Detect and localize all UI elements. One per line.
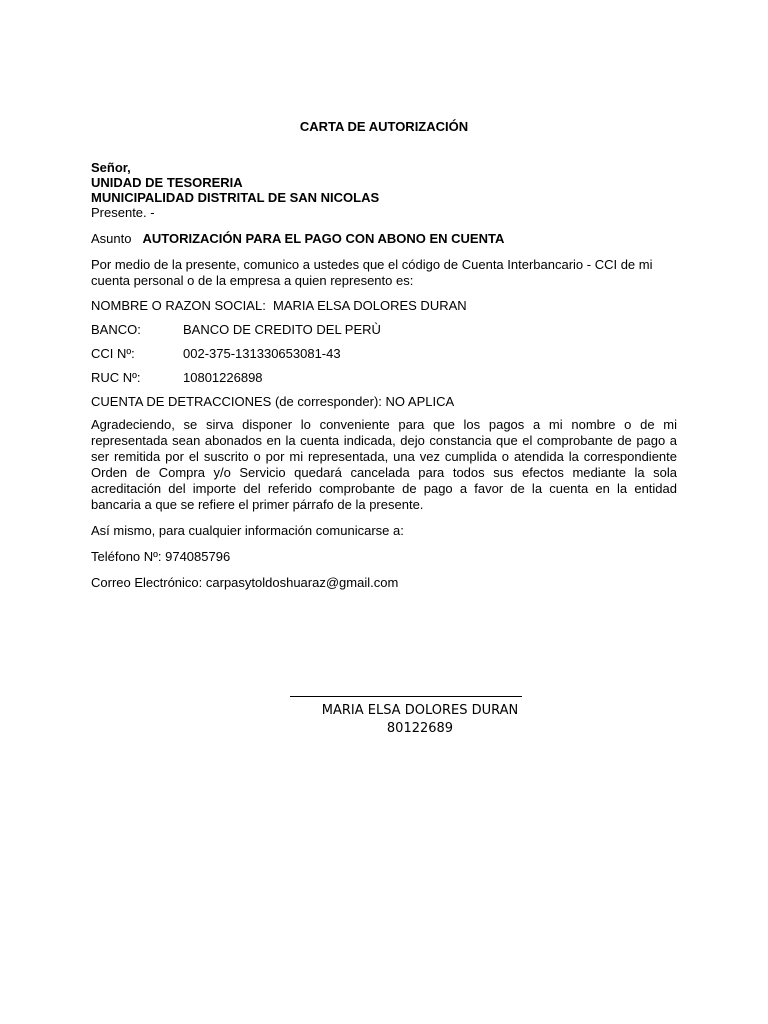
email-line: Correo Electrónico: carpasytoldoshuaraz@gmail.com [91, 575, 399, 590]
contact-intro: Así mismo, para cualquier información comunicarse a: [91, 523, 404, 538]
field-nombre-value: MARIA ELSA DOLORES DURAN [273, 298, 467, 313]
field-nombre-label: NOMBRE O RAZON SOCIAL: [91, 298, 266, 313]
signature-line [290, 696, 522, 697]
agradecimiento-paragraph: Agradeciendo, se sirva disponer lo conveniente para que los pagos a mi nombre o de mi representada sean abonados en la cuenta indicada, dejo constancia que el comprobante de pago a ser remitida por el suscrito o por mi representada, una vez cumplida o atendida la correspondiente Orden de Compra y/o Servicio quedará cancelada para todos sus efectos mediante la sola acreditación del importe del referido comprobante de pago a favor de la cuenta en la entidad bancaria a que se refiere el primer párrafo de la presente. [91, 417, 677, 512]
field-ruc-label: RUC Nº: [91, 370, 141, 385]
subject-label: Asunto [91, 231, 132, 246]
phone-line: Teléfono Nº: 974085796 [91, 549, 231, 564]
recipient-block [91, 160, 379, 220]
field-banco-label: BANCO: [91, 322, 141, 337]
field-cci-label: CCI Nº: [91, 346, 135, 361]
subject-line [91, 231, 504, 247]
field-nombre [91, 298, 467, 314]
field-cci [91, 346, 341, 362]
signature-name: MARIA ELSA DOLORES DURAN [321, 703, 519, 718]
field-banco [91, 322, 381, 338]
field-ruc-value: 10801226898 [183, 370, 263, 385]
detracciones-line: CUENTA DE DETRACCIONES (de corresponder): NO APLICA [91, 394, 455, 409]
intro-paragraph: Por medio de la presente, comunico a ustedes que el código de Cuenta Interbancario - CCI de mi cuenta personal o de la empresa a quien represento es: [91, 257, 653, 288]
field-cci-value: 002-375-131330653081-43 [183, 346, 341, 361]
recipient-org: MUNICIPALIDAD DISTRITAL DE SAN NICOLAS [91, 190, 380, 205]
recipient-unit: UNIDAD DE TESORERIA [91, 175, 243, 190]
field-ruc [91, 370, 263, 386]
signature-id: 80122689 [386, 721, 454, 736]
letter-page [91, 0, 677, 1024]
presente-line: Presente. - [91, 205, 155, 220]
field-banco-value: BANCO DE CREDITO DEL PERÙ [183, 322, 381, 337]
letter-title: CARTA DE AUTORIZACIÓN [299, 119, 469, 134]
subject-text: AUTORIZACIÓN PARA EL PAGO CON ABONO EN CUENTA [142, 231, 505, 246]
salutation: Señor, [91, 160, 131, 175]
